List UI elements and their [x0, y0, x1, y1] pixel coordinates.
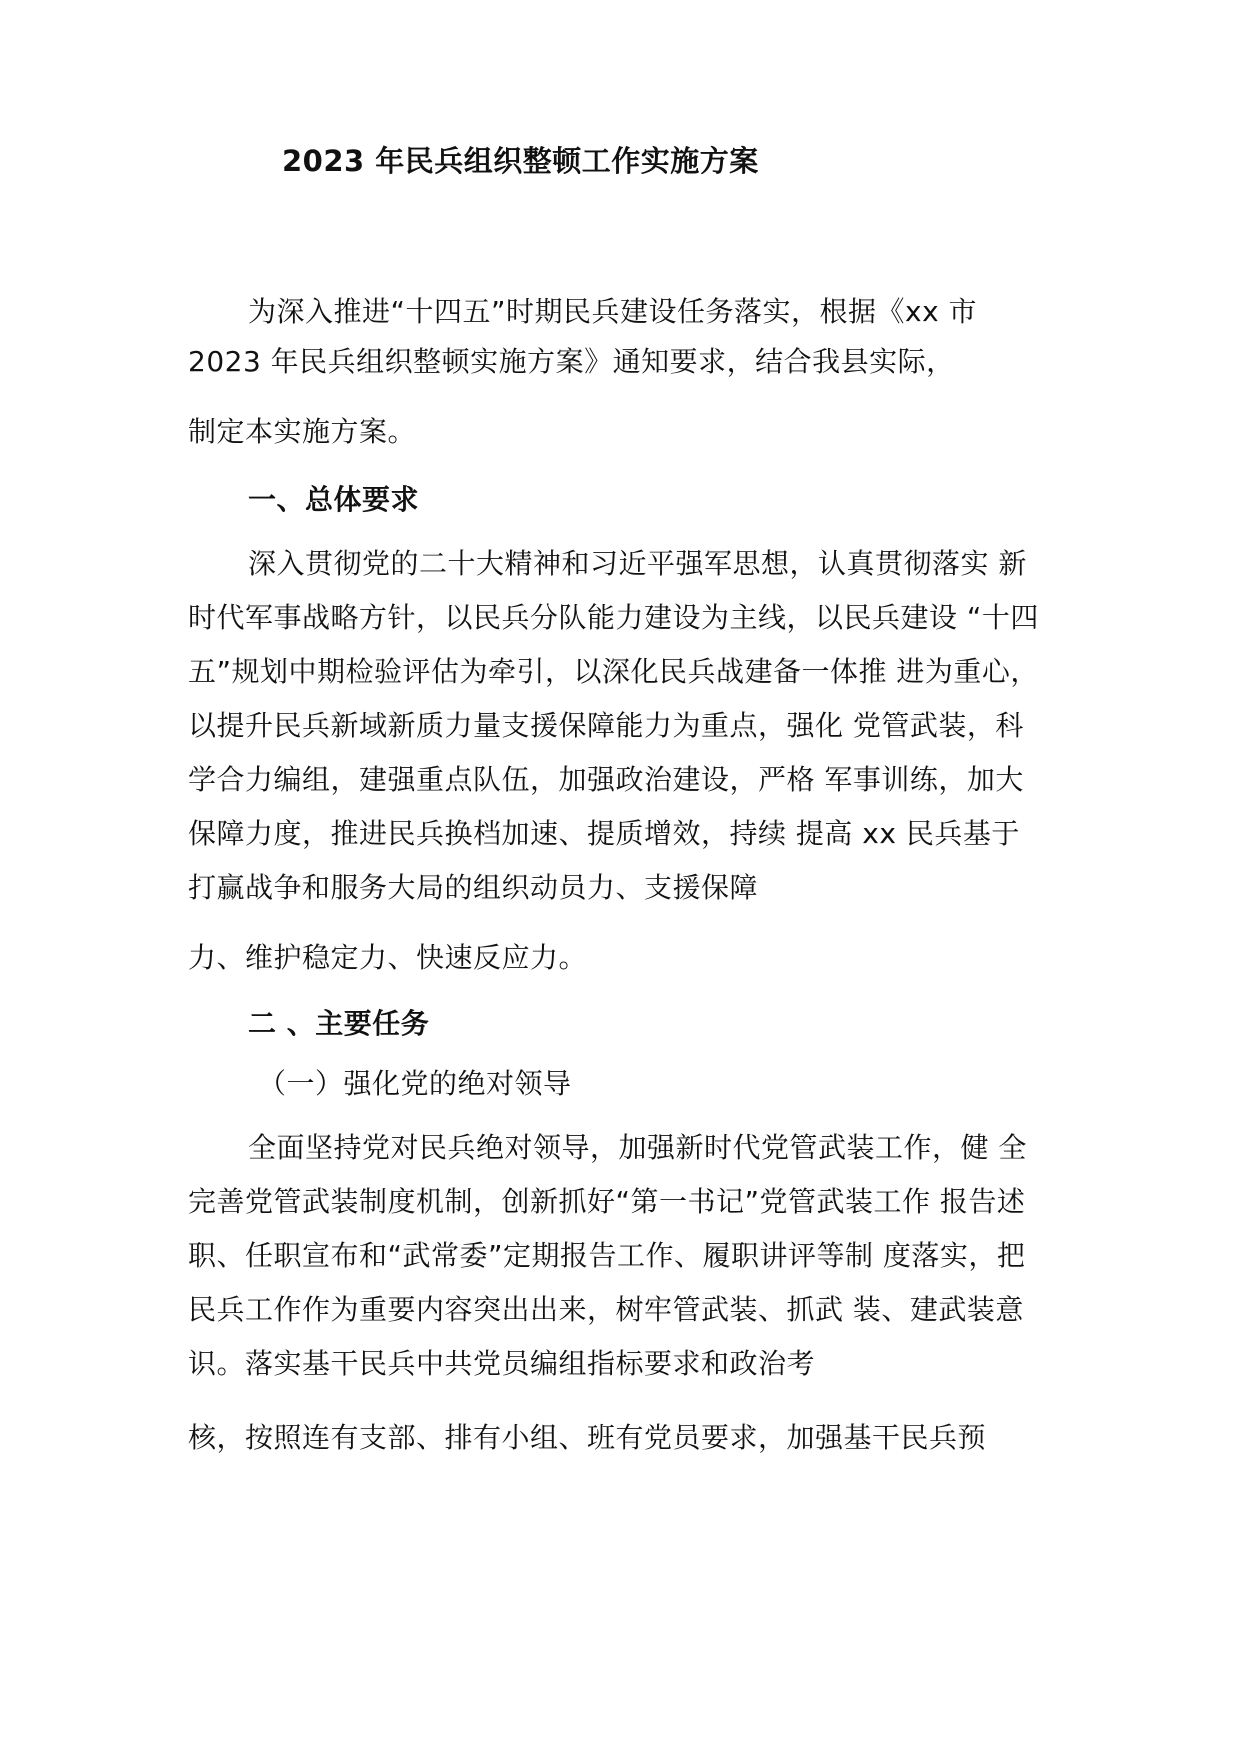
section-2-line-3: 职、任职宣布和“武常委”定期报告工作、履职讲评等制 度落实，把 — [188, 1239, 1026, 1272]
section-2-line-2: 完善党管武装制度机制，创新抓好“第一书记”党管武装工作 报告述 — [188, 1185, 1026, 1218]
section-1-heading: 一、总体要求 — [248, 483, 420, 516]
section-1-line-5: 学合力编组，建强重点队伍，加强政治建设，严格 军事训练，加大 — [188, 763, 1024, 796]
section-2-line-5: 识。落实基干民兵中共党员编组指标要求和政治考 — [188, 1347, 816, 1380]
section-2-heading: 二 、主要任务 — [248, 1007, 430, 1040]
section-1-line-3: 五”规划中期检验评估为牵引，以深化民兵战建备一体推 进为重心， — [188, 655, 1039, 688]
section-2-line-4: 民兵工作作为重要内容突出出来，树牢管武装、抓武 装、建武装意 — [188, 1293, 1024, 1326]
section-1-line-6: 保障力度，推进民兵换档加速、提质增效，持续 提高 xx 民兵基于 — [188, 817, 1020, 850]
intro-line-3: 制定本实施方案。 — [188, 415, 417, 448]
section-2-subheading-1: （一）强化党的绝对领导 — [258, 1067, 572, 1100]
section-1-line-8: 力、维护稳定力、快速反应力。 — [188, 941, 588, 974]
section-1-line-2: 时代军事战略方针，以民兵分队能力建设为主线，以民兵建设 “十四 — [188, 601, 1039, 634]
section-1-line-7: 打赢战争和服务大局的组织动员力、支援保障 — [188, 871, 759, 904]
document-title: 2023 年民兵组织整顿工作实施方案 — [282, 144, 759, 178]
intro-line-2: 2023 年民兵组织整顿实施方案》通知要求，结合我县实际， — [188, 345, 955, 378]
section-1-line-4: 以提升民兵新域新质力量支援保障能力为重点，强化 党管武装，科 — [188, 709, 1024, 742]
section-2-line-1: 全面坚持党对民兵绝对领导，加强新时代党管武装工作，健 全 — [248, 1131, 1027, 1164]
section-2-line-6: 核，按照连有支部、排有小组、班有党员要求，加强基干民兵预 — [188, 1421, 987, 1454]
intro-line-1: 为深入推进“十四五”时期民兵建设任务落实，根据《xx 市 — [248, 295, 978, 328]
section-1-line-1: 深入贯彻党的二十大精神和习近平强军思想，认真贯彻落实 新 — [248, 547, 1027, 580]
